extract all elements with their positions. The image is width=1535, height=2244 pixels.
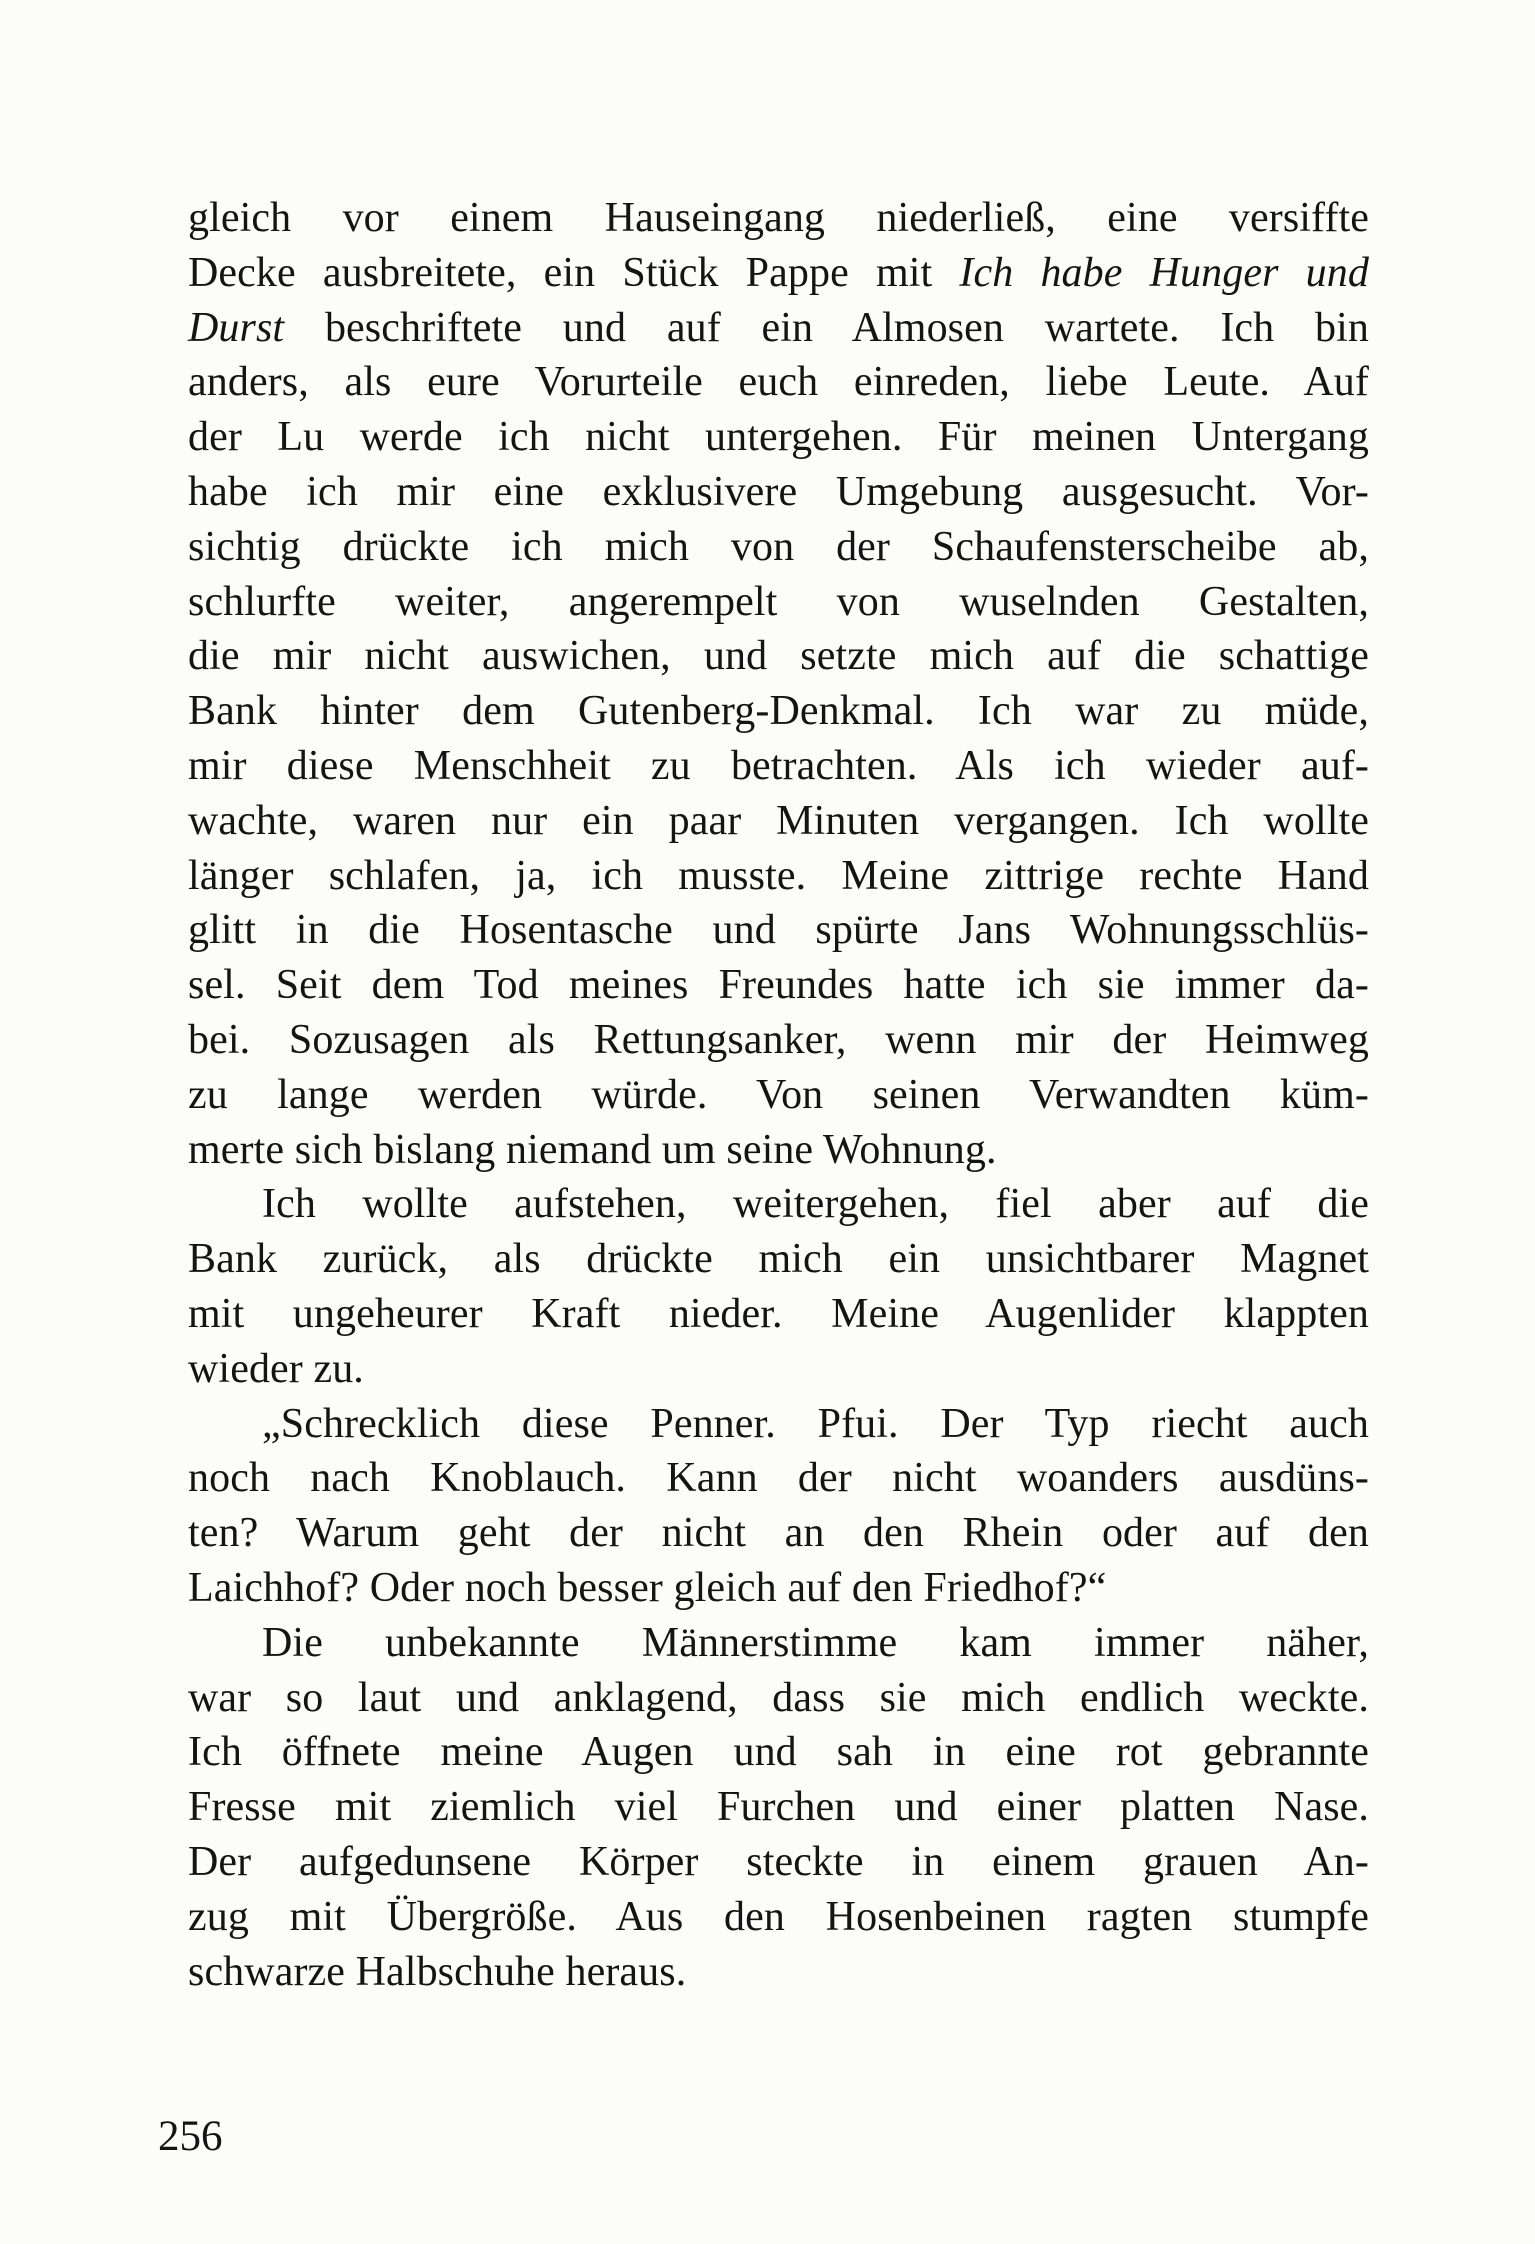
text-line — [188, 739, 1369, 794]
text-segment: der Lu werde ich nicht untergehen. Für meinen Untergang — [188, 414, 1369, 461]
text-segment: länger schlafen, ja, ich musste. Meine zittrige rechte Hand — [188, 852, 1369, 899]
text-line — [188, 520, 1369, 575]
text-line — [188, 1725, 1369, 1780]
text-segment: zug mit Übergröße. Aus den Hosenbeinen ragten stumpfe — [188, 1893, 1369, 1940]
text-line — [188, 1287, 1369, 1342]
text-segment: beschriftete und auf ein Almosen wartete. Ich bin — [284, 304, 1369, 351]
text-line — [188, 1506, 1369, 1561]
text-segment: wieder zu. — [188, 1345, 364, 1392]
text-line — [188, 794, 1369, 849]
text-segment: sichtig drückte ich mich von der Schaufensterscheibe ab, — [188, 523, 1369, 570]
text-line — [188, 465, 1369, 520]
text-line — [188, 410, 1369, 465]
text-segment: Ich öffnete meine Augen und sah in eine rot gebrannte — [188, 1729, 1369, 1776]
text-segment-italic: Durst — [188, 304, 285, 351]
text-segment: bei. Sozusagen als Rettungsanker, wenn mir der Heimweg — [188, 1016, 1369, 1063]
text-segment: zu lange werden würde. Von seinen Verwandten küm- — [188, 1071, 1369, 1118]
text-segment: glitt in die Hosentasche und spürte Jans Wohnungsschlüs- — [188, 907, 1369, 954]
text-line — [188, 1068, 1369, 1123]
text-segment: wachte, waren nur ein paar Minuten vergangen. Ich wollte — [188, 797, 1369, 844]
text-line — [188, 575, 1369, 630]
text-line — [188, 191, 1369, 246]
text-line — [188, 301, 1369, 356]
page-number: 256 — [158, 2113, 223, 2160]
text-line — [188, 1561, 1369, 1616]
text-segment: „Schrecklich diese Penner. Pfui. Der Typ riecht auch — [262, 1400, 1369, 1447]
text-line — [188, 1780, 1369, 1835]
text-segment: merte sich bislang niemand um seine Wohnung. — [188, 1126, 997, 1173]
text-segment: Fresse mit ziemlich viel Furchen und einer platten Nase. — [188, 1784, 1369, 1831]
page-text-block — [188, 191, 1369, 1999]
text-line — [188, 1177, 1369, 1232]
text-segment: mit ungeheurer Kraft nieder. Meine Augenlider klappten — [188, 1290, 1369, 1337]
text-line — [188, 849, 1369, 904]
text-line — [188, 1013, 1369, 1068]
text-line — [188, 1123, 1369, 1178]
text-segment: anders, als eure Vorurteile euch einreden, liebe Leute. Auf — [188, 359, 1369, 406]
text-line — [188, 903, 1369, 958]
text-segment: schwarze Halbschuhe heraus. — [188, 1948, 687, 1995]
text-line — [188, 1945, 1369, 2000]
text-segment: die mir nicht auswichen, und setzte mich auf die schattige — [188, 633, 1369, 680]
text-segment: ten? Warum geht der nicht an den Rhein oder auf den — [188, 1510, 1369, 1557]
text-segment: gleich vor einem Hauseingang niederließ, eine versiffte — [188, 195, 1369, 241]
text-segment: Der aufgedunsene Körper steckte in einem grauen An- — [188, 1838, 1369, 1885]
text-line — [188, 1890, 1369, 1945]
text-line — [188, 684, 1369, 739]
text-segment: Bank hinter dem Gutenberg-Denkmal. Ich war zu müde, — [188, 688, 1369, 735]
text-line — [188, 1397, 1369, 1452]
text-segment: mir diese Menschheit zu betrachten. Als ich wieder auf- — [188, 742, 1369, 789]
text-segment-italic: Ich habe Hunger und — [959, 249, 1369, 296]
text-line — [188, 1342, 1369, 1397]
text-segment: Ich wollte aufstehen, weitergehen, fiel aber auf die — [262, 1181, 1369, 1228]
text-line — [188, 1671, 1369, 1726]
text-line — [188, 1835, 1369, 1890]
text-segment: Laichhof? Oder noch besser gleich auf den Friedhof?“ — [188, 1564, 1107, 1611]
text-segment: sel. Seit dem Tod meines Freundes hatte ich sie immer da- — [188, 962, 1369, 1009]
text-segment: Die unbekannte Männerstimme kam immer näher, — [262, 1619, 1369, 1666]
text-segment: habe ich mir eine exklusivere Umgebung ausgesucht. Vor- — [188, 468, 1369, 515]
text-segment: Decke ausbreitete, ein Stück Pappe mit — [188, 249, 960, 296]
text-segment: schlurfte weiter, angerempelt von wuselnden Gestalten, — [188, 578, 1369, 625]
text-line — [188, 355, 1369, 410]
text-line — [188, 1451, 1369, 1506]
text-segment: Bank zurück, als drückte mich ein unsichtbarer Magnet — [188, 1236, 1369, 1283]
text-line — [188, 1616, 1369, 1671]
text-line — [188, 246, 1369, 301]
text-line — [188, 1232, 1369, 1287]
text-line — [188, 629, 1369, 684]
text-segment: war so laut und anklagend, dass sie mich endlich weckte. — [188, 1674, 1369, 1721]
text-line — [188, 958, 1369, 1013]
text-segment: noch nach Knoblauch. Kann der nicht woanders ausdüns- — [188, 1455, 1369, 1502]
